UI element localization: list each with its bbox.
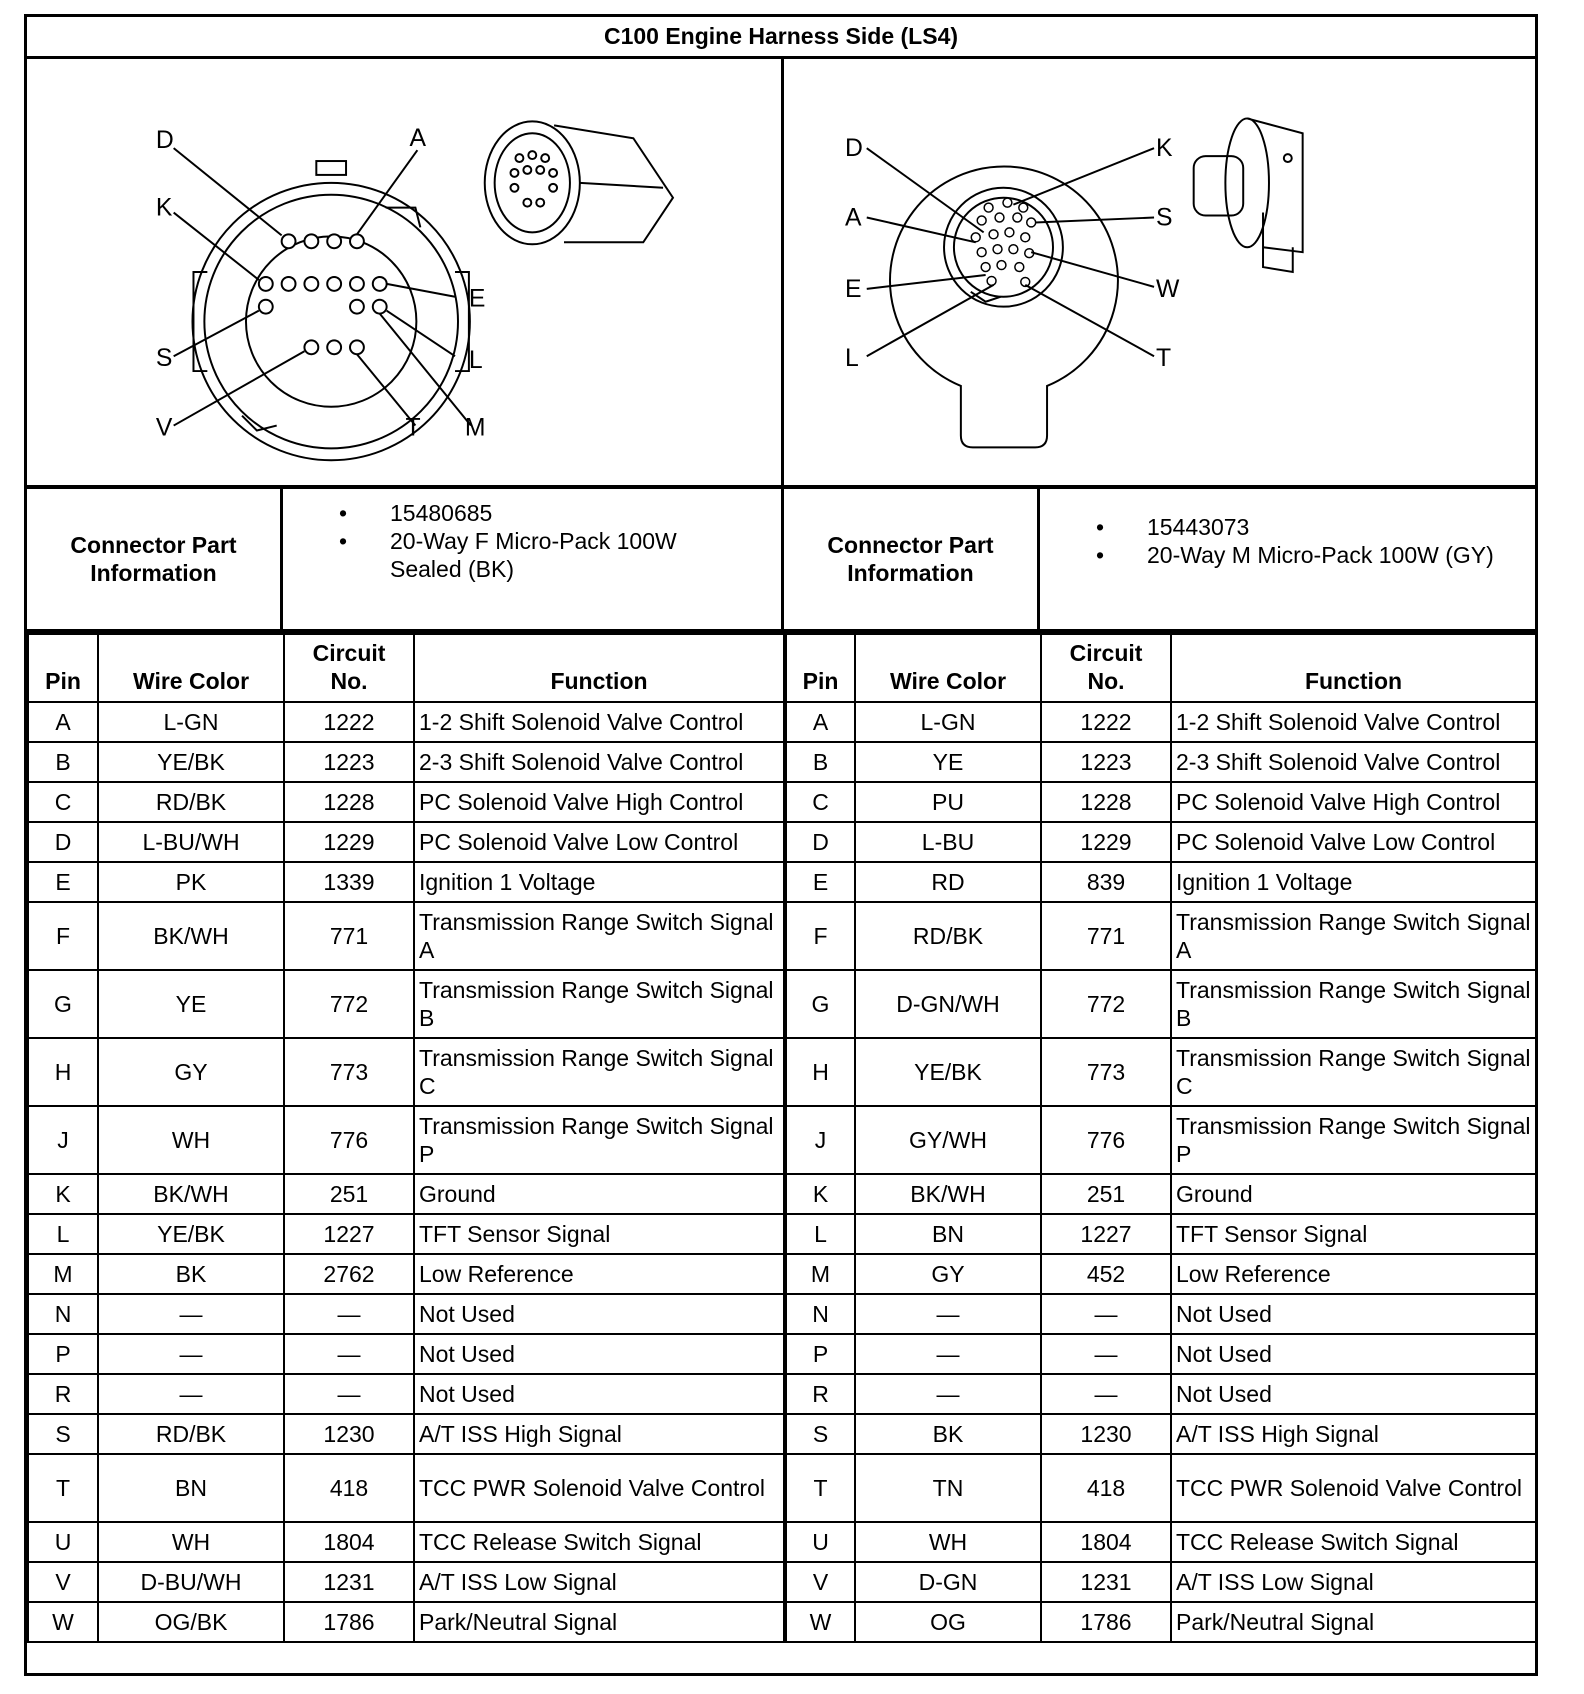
- function-cell: A/T ISS High Signal: [414, 1414, 785, 1454]
- circuit-cell: 839: [1041, 862, 1171, 902]
- function-cell: Not Used: [414, 1294, 785, 1334]
- pin-cell: N: [785, 1294, 855, 1334]
- pin-cell: L: [785, 1214, 855, 1254]
- wire-color-cell: L-BU/WH: [98, 822, 284, 862]
- circuit-cell: 452: [1041, 1254, 1171, 1294]
- circuit-cell: 1222: [284, 702, 414, 742]
- pin-cell: U: [785, 1522, 855, 1562]
- pin-label-l: L: [844, 345, 859, 373]
- pin-label-s: S: [1156, 204, 1173, 232]
- col-header-pin: Pin: [785, 634, 855, 702]
- wire-color-cell: D-GN: [855, 1562, 1041, 1602]
- table-row: [28, 1522, 1536, 1562]
- circuit-cell: 1231: [284, 1562, 414, 1602]
- wire-color-cell: D-BU/WH: [98, 1562, 284, 1602]
- function-cell: Not Used: [1171, 1294, 1536, 1334]
- connector-info-list-right: [1040, 489, 1535, 629]
- function-cell: Park/Neutral Signal: [414, 1602, 785, 1642]
- pin-sockets-left: [259, 234, 387, 354]
- pin-cell: R: [28, 1374, 98, 1414]
- pin-label-d: D: [155, 127, 174, 155]
- function-cell: PC Solenoid Valve Low Control: [414, 822, 785, 862]
- function-cell: TCC Release Switch Signal: [414, 1522, 785, 1562]
- function-cell: Transmission Range Switch Signal C: [414, 1038, 785, 1106]
- wire-color-cell: WH: [855, 1522, 1041, 1562]
- circuit-cell: 1223: [284, 742, 414, 782]
- pin-label-m: M: [464, 414, 486, 442]
- pin-cell: C: [785, 782, 855, 822]
- function-cell: Transmission Range Switch Signal B: [1171, 970, 1536, 1038]
- wire-color-cell: WH: [98, 1106, 284, 1174]
- pin-cell: B: [785, 742, 855, 782]
- function-cell: Transmission Range Switch Signal B: [414, 970, 785, 1038]
- connector-3d-right: [1194, 118, 1303, 272]
- wire-color-cell: TN: [855, 1454, 1041, 1522]
- function-cell: TCC Release Switch Signal: [1171, 1522, 1536, 1562]
- part-number-left: • 15480685: [283, 499, 781, 527]
- col-header-wire-color: Wire Color: [855, 634, 1041, 702]
- function-cell: 2-3 Shift Solenoid Valve Control: [1171, 742, 1536, 782]
- wire-color-cell: BK: [855, 1414, 1041, 1454]
- table-row: [28, 702, 1536, 742]
- circuit-cell: 771: [284, 902, 414, 970]
- function-cell: Transmission Range Switch Signal P: [414, 1106, 785, 1174]
- wire-color-cell: BK: [98, 1254, 284, 1294]
- connector-info-list-left: [283, 489, 784, 629]
- pin-cell: A: [28, 702, 98, 742]
- circuit-cell: —: [1041, 1294, 1171, 1334]
- pin-cell: P: [28, 1334, 98, 1374]
- function-cell: PC Solenoid Valve Low Control: [1171, 822, 1536, 862]
- pin-label-w: W: [1156, 275, 1180, 303]
- pin-label-t: T: [405, 414, 421, 442]
- circuit-cell: 772: [1041, 970, 1171, 1038]
- circuit-cell: 1227: [1041, 1214, 1171, 1254]
- header-line-2: No.: [330, 668, 368, 694]
- wire-color-cell: —: [855, 1374, 1041, 1414]
- circuit-cell: 1230: [1041, 1414, 1171, 1454]
- table-row: [28, 1414, 1536, 1454]
- wire-color-cell: RD/BK: [98, 782, 284, 822]
- wire-color-cell: PK: [98, 862, 284, 902]
- pin-cell: V: [28, 1562, 98, 1602]
- circuit-cell: 251: [284, 1174, 414, 1214]
- circuit-cell: 418: [284, 1454, 414, 1522]
- table-row: [28, 1174, 1536, 1214]
- pin-cell: N: [28, 1294, 98, 1334]
- wire-color-cell: L-BU: [855, 822, 1041, 862]
- wire-color-cell: —: [98, 1294, 284, 1334]
- connector-body-right: [890, 167, 1118, 448]
- wire-color-cell: BK/WH: [855, 1174, 1041, 1214]
- circuit-cell: 773: [284, 1038, 414, 1106]
- function-cell: TFT Sensor Signal: [414, 1214, 785, 1254]
- pin-cell: K: [28, 1174, 98, 1214]
- table-row: [28, 1454, 1536, 1522]
- circuit-cell: 1228: [284, 782, 414, 822]
- connector-type-right: • 20-Way M Micro-Pack 100W (GY): [1040, 541, 1535, 569]
- pin-label-e: E: [844, 275, 862, 303]
- function-cell: A/T ISS High Signal: [1171, 1414, 1536, 1454]
- label-line-2: Information: [847, 560, 974, 586]
- pin-cell: J: [28, 1106, 98, 1174]
- circuit-cell: 771: [1041, 902, 1171, 970]
- circuit-cell: —: [284, 1334, 414, 1374]
- table-row: [28, 742, 1536, 782]
- function-cell: A/T ISS Low Signal: [414, 1562, 785, 1602]
- pin-label-k: K: [1156, 135, 1173, 163]
- pin-cell: T: [28, 1454, 98, 1522]
- table-row: [28, 1374, 1536, 1414]
- col-header-function: Function: [414, 634, 785, 702]
- table-row: [28, 970, 1536, 1038]
- wire-color-cell: BK/WH: [98, 1174, 284, 1214]
- table-row: [28, 1334, 1536, 1374]
- connector-type-left: • 20-Way F Micro-Pack 100W Sealed (BK): [283, 527, 781, 583]
- connector-info-label-left: [27, 489, 283, 629]
- function-cell: Ground: [414, 1174, 785, 1214]
- pin-cell: K: [785, 1174, 855, 1214]
- connector-sheet: [24, 14, 1538, 1676]
- function-cell: Not Used: [1171, 1374, 1536, 1414]
- col-header-circuit: [1041, 634, 1171, 702]
- pin-cell: S: [28, 1414, 98, 1454]
- table-row: [28, 902, 1536, 970]
- wire-color-cell: YE/BK: [855, 1038, 1041, 1106]
- circuit-cell: 1223: [1041, 742, 1171, 782]
- pin-cell: H: [28, 1038, 98, 1106]
- function-cell: Ground: [1171, 1174, 1536, 1214]
- label-line-1: Connector Part: [827, 532, 994, 558]
- function-cell: Not Used: [414, 1374, 785, 1414]
- pin-cell: U: [28, 1522, 98, 1562]
- pin-cell: E: [28, 862, 98, 902]
- pin-label-t: T: [1156, 345, 1172, 373]
- table-row: [28, 1562, 1536, 1602]
- part-number-right: • 15443073: [1040, 513, 1535, 541]
- diagram-row: [27, 59, 1535, 489]
- wire-color-cell: RD: [855, 862, 1041, 902]
- table-row: [28, 782, 1536, 822]
- pin-cell: H: [785, 1038, 855, 1106]
- function-cell: Low Reference: [414, 1254, 785, 1294]
- wire-color-cell: BN: [855, 1214, 1041, 1254]
- table-row: [28, 1038, 1536, 1106]
- col-header-wire-color: Wire Color: [98, 634, 284, 702]
- pin-label-d: D: [844, 135, 863, 163]
- table-row: [28, 822, 1536, 862]
- wire-color-cell: BK/WH: [98, 902, 284, 970]
- function-cell: 1-2 Shift Solenoid Valve Control: [1171, 702, 1536, 742]
- table-row: [28, 1602, 1536, 1642]
- header-line-1: Circuit: [1069, 640, 1143, 666]
- pin-cell: D: [28, 822, 98, 862]
- connector-body-left: [192, 161, 469, 460]
- pin-label-a: A: [844, 204, 862, 232]
- leader-lines-left: [174, 148, 471, 425]
- circuit-cell: 773: [1041, 1038, 1171, 1106]
- header-line-2: No.: [1087, 668, 1125, 694]
- pin-terminals-right: [971, 198, 1035, 286]
- function-cell: Low Reference: [1171, 1254, 1536, 1294]
- page-title: C100 Engine Harness Side (LS4): [27, 17, 1535, 59]
- pin-cell: D: [785, 822, 855, 862]
- wire-color-cell: BN: [98, 1454, 284, 1522]
- pinout-table: [27, 633, 1537, 1643]
- wire-color-cell: —: [98, 1374, 284, 1414]
- function-cell: Ignition 1 Voltage: [1171, 862, 1536, 902]
- circuit-cell: 1231: [1041, 1562, 1171, 1602]
- wire-color-cell: GY: [98, 1038, 284, 1106]
- table-row: [28, 1106, 1536, 1174]
- pin-label-l: L: [468, 347, 483, 375]
- wire-color-cell: PU: [855, 782, 1041, 822]
- circuit-cell: 1786: [284, 1602, 414, 1642]
- pin-cell: C: [28, 782, 98, 822]
- wire-color-cell: —: [98, 1334, 284, 1374]
- wire-color-cell: YE/BK: [98, 742, 284, 782]
- function-cell: PC Solenoid Valve High Control: [1171, 782, 1536, 822]
- function-cell: Transmission Range Switch Signal P: [1171, 1106, 1536, 1174]
- circuit-cell: —: [284, 1294, 414, 1334]
- wire-color-cell: RD/BK: [855, 902, 1041, 970]
- function-cell: TCC PWR Solenoid Valve Control: [414, 1454, 785, 1522]
- pin-cell: S: [785, 1414, 855, 1454]
- pin-cell: M: [785, 1254, 855, 1294]
- wire-color-cell: —: [855, 1294, 1041, 1334]
- table-row: [28, 1214, 1536, 1254]
- pin-cell: J: [785, 1106, 855, 1174]
- col-header-circuit: [284, 634, 414, 702]
- connector-info-row: [27, 489, 1535, 633]
- pin-label-v: V: [155, 414, 173, 442]
- circuit-cell: 1339: [284, 862, 414, 902]
- function-cell: TFT Sensor Signal: [1171, 1214, 1536, 1254]
- function-cell: PC Solenoid Valve High Control: [414, 782, 785, 822]
- circuit-cell: 1228: [1041, 782, 1171, 822]
- connector-3d-left: [485, 121, 673, 244]
- pin-label-s: S: [155, 345, 173, 373]
- wire-color-cell: YE/BK: [98, 1214, 284, 1254]
- wire-color-cell: GY/WH: [855, 1106, 1041, 1174]
- pin-label-a: A: [409, 125, 426, 153]
- circuit-cell: 776: [284, 1106, 414, 1174]
- circuit-cell: 1227: [284, 1214, 414, 1254]
- pinout-rows: [28, 702, 1536, 1642]
- circuit-cell: 251: [1041, 1174, 1171, 1214]
- function-cell: TCC PWR Solenoid Valve Control: [1171, 1454, 1536, 1522]
- circuit-cell: 1229: [1041, 822, 1171, 862]
- circuit-cell: 2762: [284, 1254, 414, 1294]
- circuit-cell: 1222: [1041, 702, 1171, 742]
- label-line-1: Connector Part: [70, 532, 237, 558]
- pin-cell: G: [28, 970, 98, 1038]
- col-header-function: Function: [1171, 634, 1536, 702]
- function-cell: A/T ISS Low Signal: [1171, 1562, 1536, 1602]
- header-line-1: Circuit: [312, 640, 386, 666]
- wire-color-cell: WH: [98, 1522, 284, 1562]
- wire-color-cell: YE: [855, 742, 1041, 782]
- wire-color-cell: YE: [98, 970, 284, 1038]
- connector-face-right: [784, 59, 1535, 485]
- pin-cell: R: [785, 1374, 855, 1414]
- function-cell: Park/Neutral Signal: [1171, 1602, 1536, 1642]
- pin-cell: B: [28, 742, 98, 782]
- wire-color-cell: GY: [855, 1254, 1041, 1294]
- pin-cell: T: [785, 1454, 855, 1522]
- function-cell: 2-3 Shift Solenoid Valve Control: [414, 742, 785, 782]
- circuit-cell: 1804: [1041, 1522, 1171, 1562]
- pin-cell: V: [785, 1562, 855, 1602]
- function-cell: Transmission Range Switch Signal C: [1171, 1038, 1536, 1106]
- pin-cell: E: [785, 862, 855, 902]
- wire-color-cell: L-GN: [855, 702, 1041, 742]
- circuit-cell: 772: [284, 970, 414, 1038]
- pin-cell: A: [785, 702, 855, 742]
- function-cell: Transmission Range Switch Signal A: [1171, 902, 1536, 970]
- wire-color-cell: RD/BK: [98, 1414, 284, 1454]
- circuit-cell: 776: [1041, 1106, 1171, 1174]
- circuit-cell: —: [284, 1374, 414, 1414]
- col-header-pin: Pin: [28, 634, 98, 702]
- table-row: [28, 1254, 1536, 1294]
- pin-cell: P: [785, 1334, 855, 1374]
- label-line-2: Information: [90, 560, 217, 586]
- connector-face-left: [27, 59, 784, 485]
- function-cell: Ignition 1 Voltage: [414, 862, 785, 902]
- connector-diagram-left: [27, 59, 781, 485]
- pin-cell: W: [28, 1602, 98, 1642]
- wire-color-cell: OG: [855, 1602, 1041, 1642]
- wire-color-cell: L-GN: [98, 702, 284, 742]
- function-cell: Not Used: [414, 1334, 785, 1374]
- pin-cell: W: [785, 1602, 855, 1642]
- circuit-cell: —: [1041, 1374, 1171, 1414]
- function-cell: Transmission Range Switch Signal A: [414, 902, 785, 970]
- circuit-cell: 1230: [284, 1414, 414, 1454]
- pin-cell: F: [28, 902, 98, 970]
- pin-label-e: E: [468, 285, 486, 313]
- wire-color-cell: D-GN/WH: [855, 970, 1041, 1038]
- pin-label-k: K: [155, 194, 173, 222]
- table-row: [28, 862, 1536, 902]
- wire-color-cell: OG/BK: [98, 1602, 284, 1642]
- pin-cell: L: [28, 1214, 98, 1254]
- pin-cell: G: [785, 970, 855, 1038]
- circuit-cell: —: [1041, 1334, 1171, 1374]
- connector-diagram-right: [784, 59, 1535, 485]
- pin-cell: F: [785, 902, 855, 970]
- circuit-cell: 1229: [284, 822, 414, 862]
- pin-cell: M: [28, 1254, 98, 1294]
- function-cell: Not Used: [1171, 1334, 1536, 1374]
- table-row: [28, 1294, 1536, 1334]
- circuit-cell: 1786: [1041, 1602, 1171, 1642]
- function-cell: 1-2 Shift Solenoid Valve Control: [414, 702, 785, 742]
- wire-color-cell: —: [855, 1334, 1041, 1374]
- circuit-cell: 418: [1041, 1454, 1171, 1522]
- connector-info-label-right: [784, 489, 1040, 629]
- circuit-cell: 1804: [284, 1522, 414, 1562]
